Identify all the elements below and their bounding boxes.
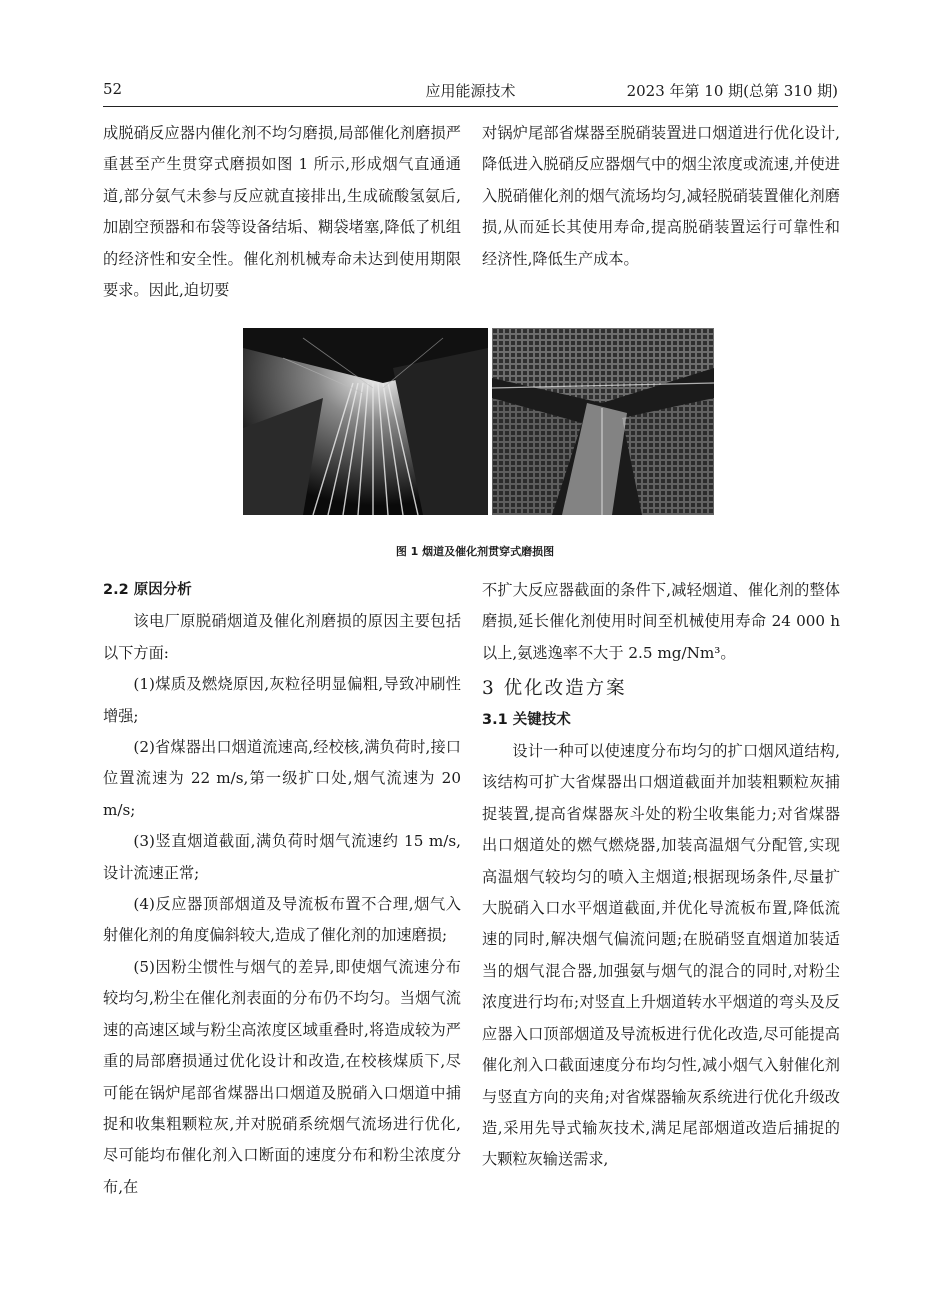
journal-title: 应用能源技术 <box>425 82 516 100</box>
section-2-2 <box>103 575 461 1203</box>
page-header <box>103 80 838 106</box>
section-heading-3-1: 3.1 关键技术 <box>482 711 571 728</box>
right-column-lower <box>482 575 840 1176</box>
figure-photo-flue-duct <box>243 328 488 515</box>
continuation-paragraph: 不扩大反应器截面的条件下,减轻烟道、催化剂的整体磨损,延长催化剂使用时间至机械使用寿命 24 000 h 以上,氨逃逸率不大于 2.5 mg/Nm³。 <box>482 581 840 662</box>
header-rule <box>103 106 838 107</box>
list-item-3: (3)竖直烟道截面,满负荷时烟气流速约 15 m/s,设计流速正常; <box>103 832 461 882</box>
intro-left-column <box>103 118 461 306</box>
list-item-4: (4)反应器顶部烟道及导流板布置不合理,烟气入射催化剂的角度偏斜较大,造成了催化剂的加速磨损; <box>103 895 461 945</box>
intro-left-paragraph: 成脱硝反应器内催化剂不均匀磨损,局部催化剂磨损严重甚至产生贯穿式磨损如图 1 所示,形成烟气直通通道,部分氨气未参与反应就直接排出,生成硫酸氢氨后,加剧空预器和布袋等设备结垢、糊袋堵塞,降低了机组的经济性和安全性。催化剂机械寿命未达到使用期限要求。因此,迫切要 <box>103 124 461 300</box>
list-item-5: (5)因粉尘惯性与烟气的差异,即使烟气流速分布较均匀,粉尘在催化剂表面的分布仍不均匀。当烟气流速的高速区域与粉尘高浓度区域重叠时,将造成较为严重的局部磨损通过优化设计和改造,在校核煤质下,尽可能在锅炉尾部省煤器出口烟道及脱硝入口烟道中捕捉和收集粗颗粒灰,并对脱硝系统烟气流场进行优化,尽可能均布催化剂入口断面的速度分布和粉尘浓度分布,在 <box>103 957 461 1196</box>
issue-info: 2023 年第 10 期(总第 310 期) <box>626 82 838 100</box>
intro-right-column <box>482 118 840 275</box>
list-item-1: (1)煤质及燃烧原因,灰粒径明显偏粗,导致冲刷性增强; <box>103 675 461 725</box>
section-heading-2-2: 2.2 原因分析 <box>103 582 192 598</box>
section-3-1-body: 设计一种可以使速度分布均匀的扩口烟风道结构,该结构可扩大省煤器出口烟道截面并加装粗颗粒灰捕捉装置,提高省煤器灰斗处的粉尘收集能力;对省煤器出口烟道处的燃气燃烧器,加装高温烟气分配管,实现高温烟气较均匀的喷入主烟道;根据现场条件,尽量扩大脱硝入口水平烟道截面,并优化导流板布置,降低流速的同时,解决烟气偏流问题;在脱硝竖直烟道加装适当的烟气混合器,加强氨与烟气的混合的同时,对粉尘浓度进行均布;对竖直上升烟道转水平烟道的弯头及反应器入口顶部烟道及导流板进行优化改造,尽可能提高催化剂入口截面速度分布均匀性,减小烟气入射催化剂与竖直方向的夹角;对省煤器输灰系统进行优化升级改造,采用先导式输灰技术,满足尾部烟道改造后捕捉的大颗粒灰输送需求, <box>482 742 840 1169</box>
section-heading-3: 3 优化改造方案 <box>482 678 627 700</box>
paragraph-intro: 该电厂原脱硝烟道及催化剂磨损的原因主要包括以下方面: <box>103 612 461 662</box>
page-number: 52 <box>103 80 123 98</box>
intro-right-paragraph: 对锅炉尾部省煤器至脱硝装置进口烟道进行优化设计,降低进入脱硝反应器烟气中的烟尘浓度或流速,并使进入脱硝催化剂的烟气流场均匀,减轻脱硝装置催化剂磨损,从而延长其使用寿命,提高脱硝装置运行可靠性和经济性,降低生产成本。 <box>482 124 840 268</box>
figure-photo-catalyst-wear <box>492 328 714 515</box>
figure-1 <box>243 328 714 515</box>
list-item-2: (2)省煤器出口烟道流速高,经校核,满负荷时,接口位置流速为 22 m/s,第一级扩口处,烟气流速为 20 m/s; <box>103 738 461 819</box>
figure-caption: 图 1 烟道及催化剂贯穿式磨损图 <box>395 545 555 558</box>
